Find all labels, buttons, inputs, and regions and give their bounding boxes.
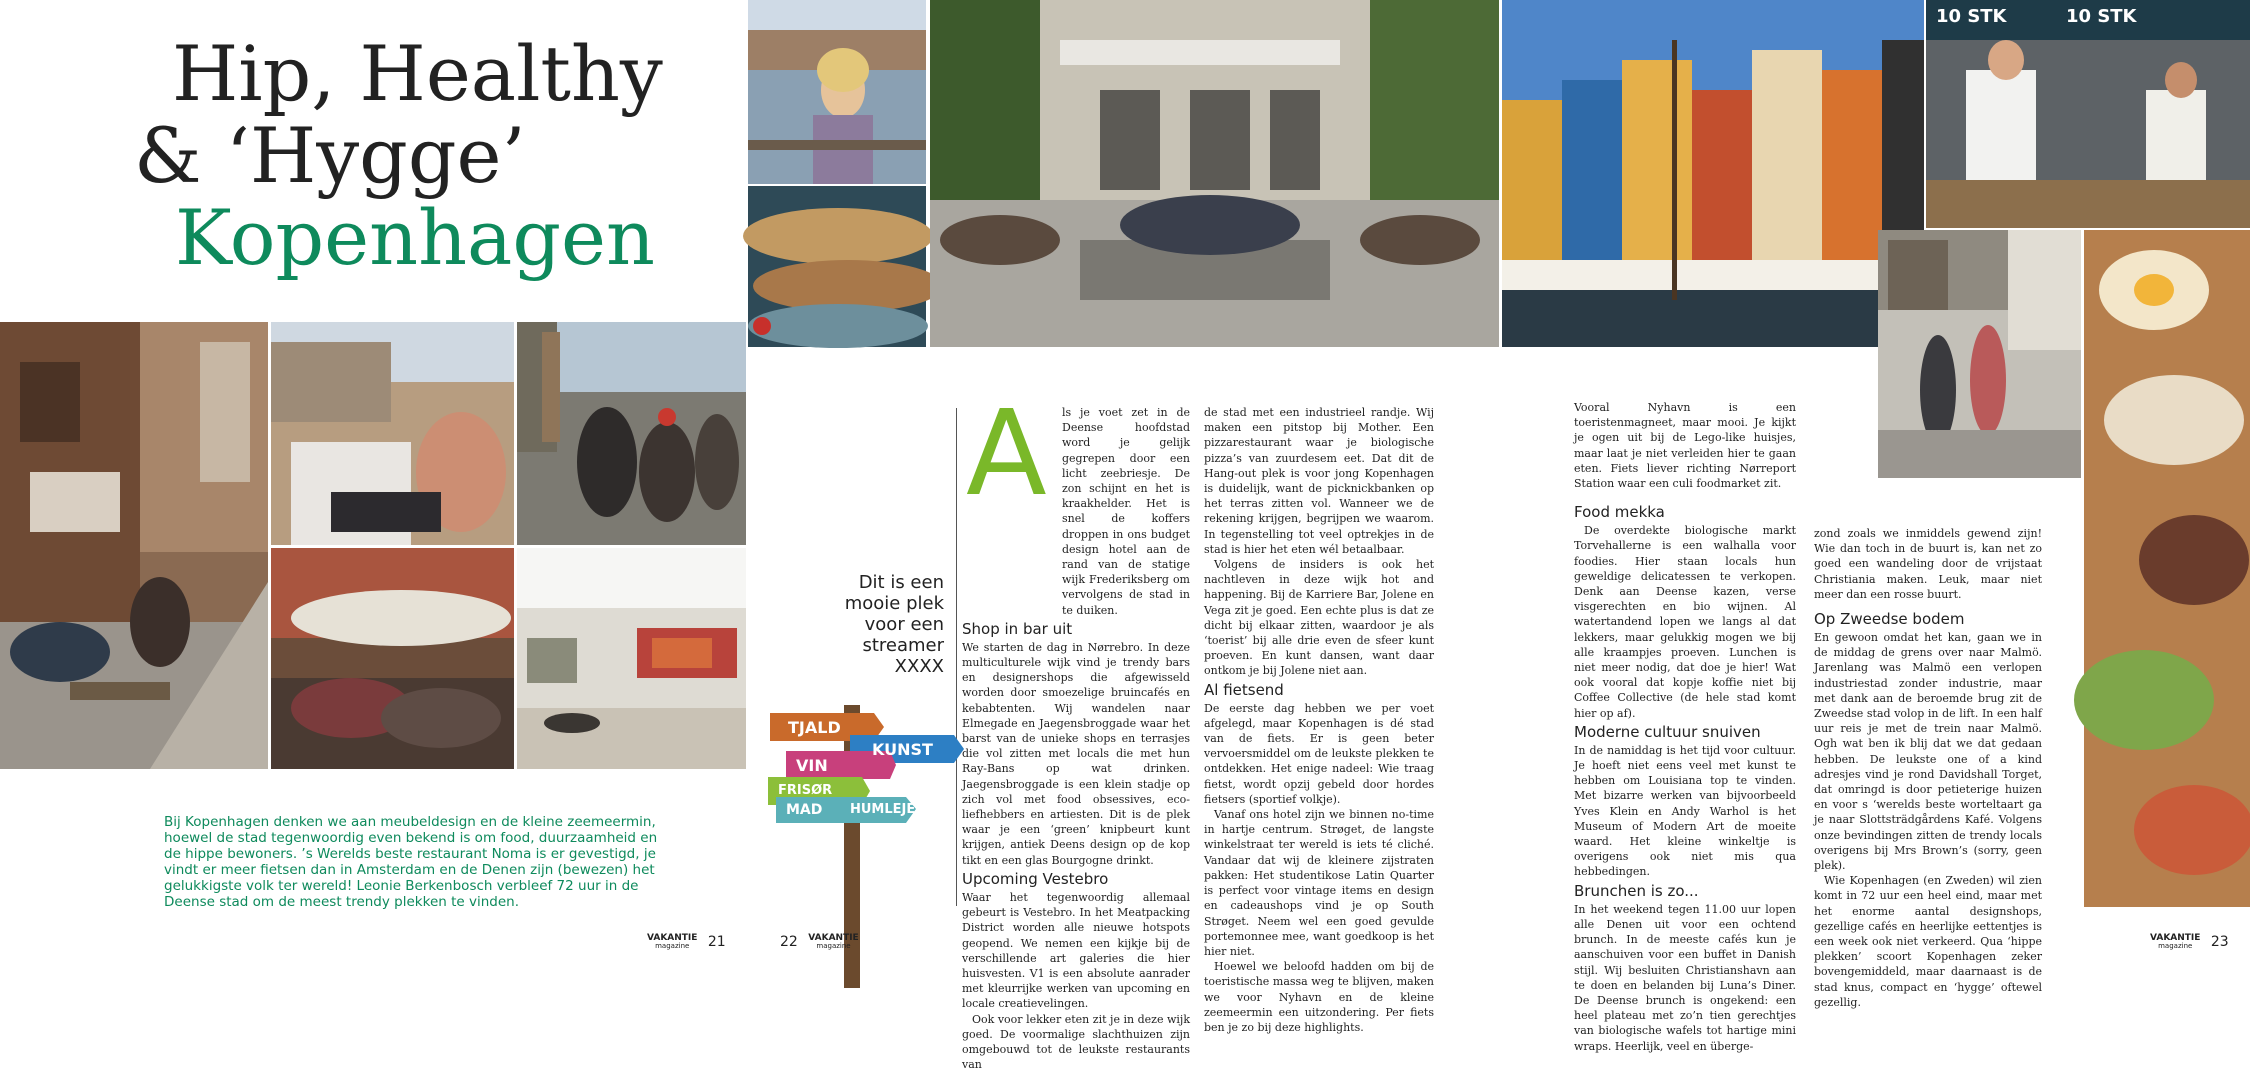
food-platter-photo (2084, 230, 2250, 907)
column-rule (956, 408, 957, 906)
sign-frisor: FRISØR (778, 783, 833, 798)
museum-gallery-photo (517, 548, 746, 769)
woman-portrait-photo (748, 0, 926, 184)
title-line-2: & ‘Hygge’ (134, 111, 526, 200)
heading-food: Food mekka (1574, 503, 1665, 522)
paragraph-nightlife: Volgens de insiders is ook het nachtleven in deze wijk hot and happening. Bij de Karriere Bar, Jolene en Vega zit je goed. Een echte plus is dat ze dicht bij elkaar zitten, waardoor je als ‘toerist’ bij alle drie even de sfeer kunt proeven. En kunt dansen, want daar ontkom je bij Jolene niet aan. (1204, 558, 1434, 678)
paragraph-shop: We starten de dag in Nørrebro. In deze multiculturele wijk vind je trendy bars en designershops die afgewisseld worden door smoezelige bruincafés en kebabtenten. Wij wandelen naar Elmegade en Jaegensbroggade waar het barst van de unieke shops en terrasjes die vol zitten met locals die met hun Ray-Bans op wat drinken. Jaegensbroggade is een klein stadje op zich vol met food obsessives, eco-liefhebbers en artiesten. Dit is de plek waar je een ‘green’ knipbeurt kunt krijgen, antiek Deens design op de kop tikt en een glas Bourgogne drinkt. (962, 640, 1190, 867)
folio-23 (2150, 934, 2229, 950)
article-column-4 (1814, 526, 2042, 1010)
street-cafe-photo (0, 322, 268, 769)
heading-cultuur: Moderne cultuur snuiven (1574, 722, 1761, 741)
paragraph-food: De overdekte biologische markt Torvehallerne is een walhalla voor foodies. Hier staan locals hun geweldige delicatessen te verkopen. Denk aan Deense kazen, verse visgerechten en bio wijnen. Al watertandend lopen we langs al dat lekkers, maar gelukkig mogen we bij alle kraampjes proeven. Lunchen is niet meer nodig, dat doe je hier! Wat ook vooral dat kopje koffie niet bij Coffee Collective (de hele stad komt hier op af). (1574, 524, 1796, 720)
folio-21 (647, 934, 726, 950)
terrace-bench-photo (930, 0, 1499, 347)
title-line-1: Hip, Healthy (172, 29, 663, 118)
paragraph-christiania: zond zoals we inmiddels gewend zijn! Wie dan toch in de buurt is, kan net zo goed een wandeling door de vrijstaat Christiania maken. Leuk, maar niet meer dan een rosse buurt. (1814, 527, 2042, 601)
page-number: 21 (707, 934, 726, 950)
market-sign-1: 10 STK (1936, 6, 2007, 27)
market-sign-2: 10 STK (2066, 6, 2137, 27)
brand-logo: VAKANTIE magazine (647, 933, 698, 950)
paragraph-vestebro-1: Waar het tegenwoordig allemaal gebeurt is Vestebro. In het Meatpacking District worden alle nieuwe hotspots geopend. We nemen een kijkje bij de verschillende art galeries die hier huisvesten. V1 is een absolute aanrader met kleurrijke werken van upcoming en locale creatievelingen. (962, 890, 1190, 1011)
paragraph-fiets-1: De eerste dag hebben we per voet afgelegd, maar Kopenhagen is dé stad van de fiets. Er is geen beter vervoersmiddel om de leukste plekken te ontdekken. Het enige nadeel: Wie traag fietst, wordt opzij gebeld door hordes fietsers (sportief volkje). (1204, 701, 1434, 806)
paragraph-zweeds-2: Wie Kopenhagen (en Zweden) wil zien komt in 72 uur een heel eind, maar met het enorme aantal designshops, gezellige cafés en heerlijke eettentjes is een week ook niet verkeerd. Qua ‘hippe plekken’ scoort Kopenhagen zeker bovengemiddeld, maar daarnaast is de stad knus, compact en ‘hygge’ oftewel gezellig. (1814, 874, 2042, 1009)
article-column-2 (1204, 405, 1434, 1035)
heading-fiets: Al fietsend (1204, 680, 1284, 699)
page-number: 23 (2210, 934, 2229, 950)
cyclists-photo (517, 322, 746, 545)
brand-logo: VAKANTIE magazine (2150, 933, 2201, 950)
boats-photo (748, 186, 926, 347)
pull-quote: Dit is een mooie plek voor een streamer XXXX (844, 572, 944, 677)
paragraph-zweeds-1: En gewoon omdat het kan, gaan we in de middag de grens over naar Malmö. Jarenlang was Malmö een verlopen industriestad zonder industrie, maar met dank aan de beroemde brug zit de Zweedse stad volop in de lift. In een half uur reis je met de trein naar Malmö. Ogh wat ben ik blij dat we dat gedaan hebben. De leukste one of a kind adresjes vind je rond Davidshall Torget, dat omringd is door petieterige huizen en voor s ‘werelds beste worteltaart ga je naar Slottsträdgårdens Kafé. Volgens onze bevindingen zitten de trendy locals overigens bij Mrs Brown’s (sorry, geen plek). (1814, 631, 2042, 873)
shopping-street-photo (1878, 230, 2081, 478)
page-22 (748, 0, 1499, 1072)
folio-22 (780, 934, 859, 950)
page-number: 22 (780, 934, 798, 950)
heading-shop: Shop in bar uit (962, 619, 1073, 638)
article-column-3 (1574, 400, 1796, 1054)
paragraph-nyhavn: Vooral Nyhavn is een toeristenmagneet, maar mooi. Je kijkt je ogen uit bij de Lego-like huisjes, maar laat je niet verleiden hier te gaan eten. Fiets liever richting Nørreport Station waar een culi foodmarket zit. (1574, 401, 1796, 491)
paragraph-cultuur: In de namiddag is het tijd voor cultuur. Je hoeft niet eens veel met kunst te hebben om Louisiana top te vinden. Met bizarre werken van bijvoorbeeld Yves Klein en Andy Warhol is het Museum of Modern Art de moeite waard. Het kleine winkeltje is overigens ook niet mis qua hebbedingen. (1574, 743, 1796, 879)
brand-logo: VAKANTIE magazine (808, 933, 859, 950)
sign-kunst: KUNST (872, 740, 933, 759)
market-vendor-photo (1926, 0, 2250, 228)
page-21 (0, 0, 746, 988)
market-photo (271, 322, 514, 545)
intro-paragraph: Bij Kopenhagen denken we aan meubeldesign en de kleine zeemeermin, hoewel de stad tegenwoordig even bekend is om food, duurzaamheid en de hippe bewoners. ’s Werelds beste restaurant Noma is er gevestigd, je vindt er meer fietsen dan in Amsterdam en de Denen zijn (bewezen) het gelukkigste volk ter wereld! Leonie Berkenbosch verbleef 72 uur in de Deense stad om de meest trendy plekken te vinden. (164, 814, 658, 910)
article-intro: ls je voet zet in de Deense hoofdstad word je gelijk gegrepen door een licht zeebriesje. De zon schijnt en het is kraakhelder. Het is snel de koffers droppen in ons budget design hotel aan de rand van de statige wijk Frederiksberg om vervolgens de stad in te duiken. (1062, 406, 1190, 617)
drop-cap: A (966, 384, 1047, 522)
paragraph-vestebro-2: Ook voor lekker eten zit je in deze wijk goed. De voormalige slachthuizen zijn omgebouwd tot de leukste restaurants van (962, 1012, 1190, 1072)
heading-vestebro: Upcoming Vestebro (962, 869, 1109, 888)
heading-zweeds: Op Zweedse bodem (1814, 610, 1965, 629)
heading-brunch: Brunchen is zo... (1574, 881, 1699, 900)
courtyard-umbrella-photo (271, 548, 514, 769)
page-23 (1502, 0, 2250, 1053)
sign-tjald: TJALD (788, 718, 841, 737)
paragraph-fiets-3: Hoewel we beloofd hadden om bij de toeristische massa weg te blijven, maken we voor Nyhavn en de kleine zeemeermin een uitzondering. Per fiets ben je zo bij deze highlights. (1204, 960, 1434, 1034)
paragraph-brunch: In het weekend tegen 11.00 uur lopen alle Denen uit voor een ochtend brunch. In de meeste cafés kun je aanschuiven voor een buffet in Danish stijl. Wij besluiten Christianshavn aan te doen en belanden bij Luna’s Diner. De Deense brunch is ongekend: een heel plateau met zo’n tien gerechtjes van biologische wafels tot hartige mini wraps. Heerlijk, veel en überge- (1574, 902, 1796, 1053)
title-line-3: Kopenhagen (175, 193, 655, 282)
paragraph-mother: de stad met een industrieel randje. Wij maken een pitstop bij Mother. Een pizzarestaurant waar je biologische pizza’s van zuurdesem eet. Dat dit de Hang-out plek is voor jong Kopenhagen is duidelijk, want de picknickbanken op het terras zitten vol. Wanneer we de rekening krijgen, begrijpen we waarom. In tegenstelling tot veel optrekjes in de stad is hier het eten wél betaalbaar. (1204, 406, 1434, 556)
nyhavn-photo (1502, 0, 1924, 347)
paragraph-fiets-2: Vanaf ons hotel zijn we binnen no-time in hartje centrum. Strøget, de langste winkelstraat ter wereld is iets té cliché. Vandaar dat wij de kleinere zijstraten pakken: Het studentikose Latin Quarter is perfect voor vintage items en design en cadeaushops vind je op South Strøget. Neem wel een goed gevulde portemonnee mee, want goedkoop is het hier niet. (1204, 808, 1434, 958)
sign-humleje: HUMLEJE (850, 802, 916, 817)
article-column-1 (962, 405, 1190, 1072)
sign-mad: MAD (786, 802, 823, 818)
sign-vin: VIN (796, 756, 828, 775)
